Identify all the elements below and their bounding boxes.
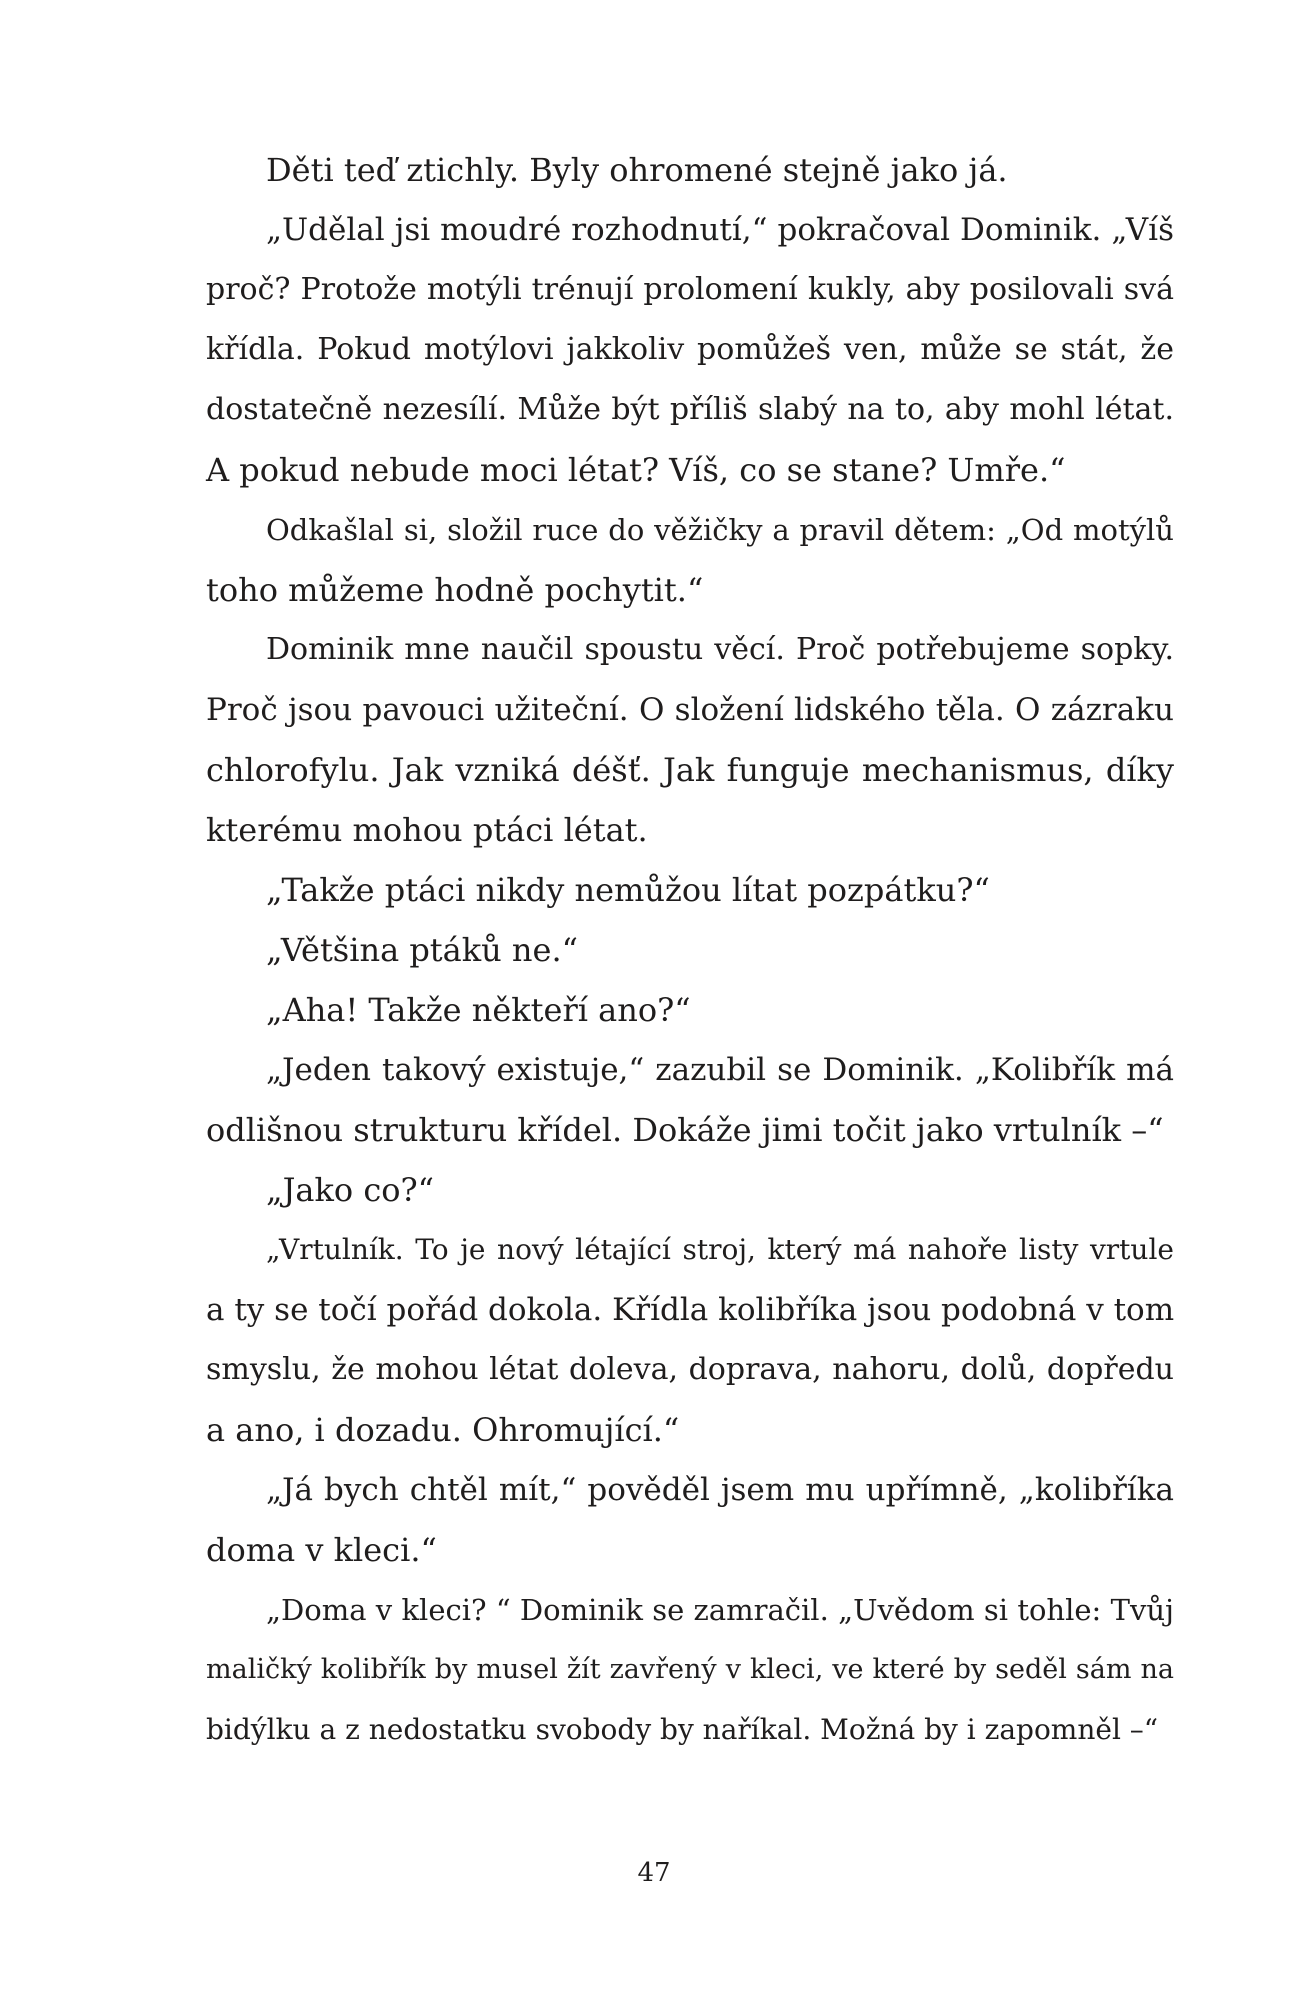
text-line: „Doma v kleci? “ Dominik se zamračil. „Uvědom si tohle: Tvůj bbox=[266, 1593, 1174, 1627]
text-line: proč? Protože motýli trénují prolomení kukly, aby posilovali svá bbox=[206, 272, 1174, 307]
text-line: „Já bych chtěl mít,“ pověděl jsem mu upřímně, „kolibříka bbox=[266, 1472, 1174, 1508]
text-line: „Jako co?“ bbox=[266, 1171, 435, 1209]
text-line: a ano, i dozadu. Ohromující.“ bbox=[206, 1411, 680, 1449]
text-line: Děti teď ztichly. Byly ohromené stejně jako já. bbox=[266, 151, 1008, 189]
text-line: Proč jsou pavouci užiteční. O složení lidského těla. O zázraku bbox=[206, 692, 1174, 728]
text-line: „Takže ptáci nikdy nemůžou lítat pozpátku?“ bbox=[266, 871, 990, 909]
text-line: doma v kleci.“ bbox=[206, 1531, 437, 1569]
text-line: smyslu, že mohou létat doleva, doprava, nahoru, dolů, dopředu bbox=[206, 1352, 1174, 1387]
text-line: A pokud nebude moci létat? Víš, co se stane? Umře.“ bbox=[206, 451, 1066, 489]
text-line: „Aha! Takže někteří ano?“ bbox=[266, 991, 691, 1029]
page-number: 47 bbox=[637, 1858, 671, 1888]
text-line: odlišnou strukturu křídel. Dokáže jimi točit jako vrtulník –“ bbox=[206, 1111, 1164, 1149]
text-line: „Většina ptáků ne.“ bbox=[266, 931, 578, 969]
text-line: chlorofylu. Jak vzniká déšť. Jak funguje mechanismus, díky bbox=[206, 751, 1174, 789]
text-line: Odkašlal si, složil ruce do věžičky a pravil dětem: „Od motýlů bbox=[266, 513, 1174, 547]
text-line: toho můžeme hodně pochytit.“ bbox=[206, 571, 704, 609]
text-line: dostatečně nezesílí. Může být příliš slabý na to, aby mohl létat. bbox=[206, 392, 1174, 427]
text-line: bidýlku a z nedostatku svobody by naříkal. Možná by i zapomněl –“ bbox=[206, 1713, 1159, 1746]
text-line: a ty se točí pořád dokola. Křídla kolibříka jsou podobná v tom bbox=[206, 1292, 1175, 1328]
text-line: křídla. Pokud motýlovi jakkoliv pomůžeš ven, může se stát, že bbox=[206, 332, 1174, 367]
text-line: „Udělal jsi moudré rozhodnutí,“ pokračoval Dominik. „Víš bbox=[266, 212, 1174, 248]
text-line: „Vrtulník. To je nový létající stroj, který má nahoře listy vrtule bbox=[266, 1233, 1174, 1266]
text-line: „Jeden takový existuje,“ zazubil se Dominik. „Kolibřík má bbox=[266, 1052, 1174, 1088]
text-line: maličký kolibřík by musel žít zavřený v kleci, ve které by seděl sám na bbox=[206, 1654, 1174, 1685]
text-line: kterému mohou ptáci létat. bbox=[206, 811, 648, 849]
text-line: Dominik mne naučil spoustu věcí. Proč potřebujeme sopky. bbox=[266, 632, 1174, 667]
